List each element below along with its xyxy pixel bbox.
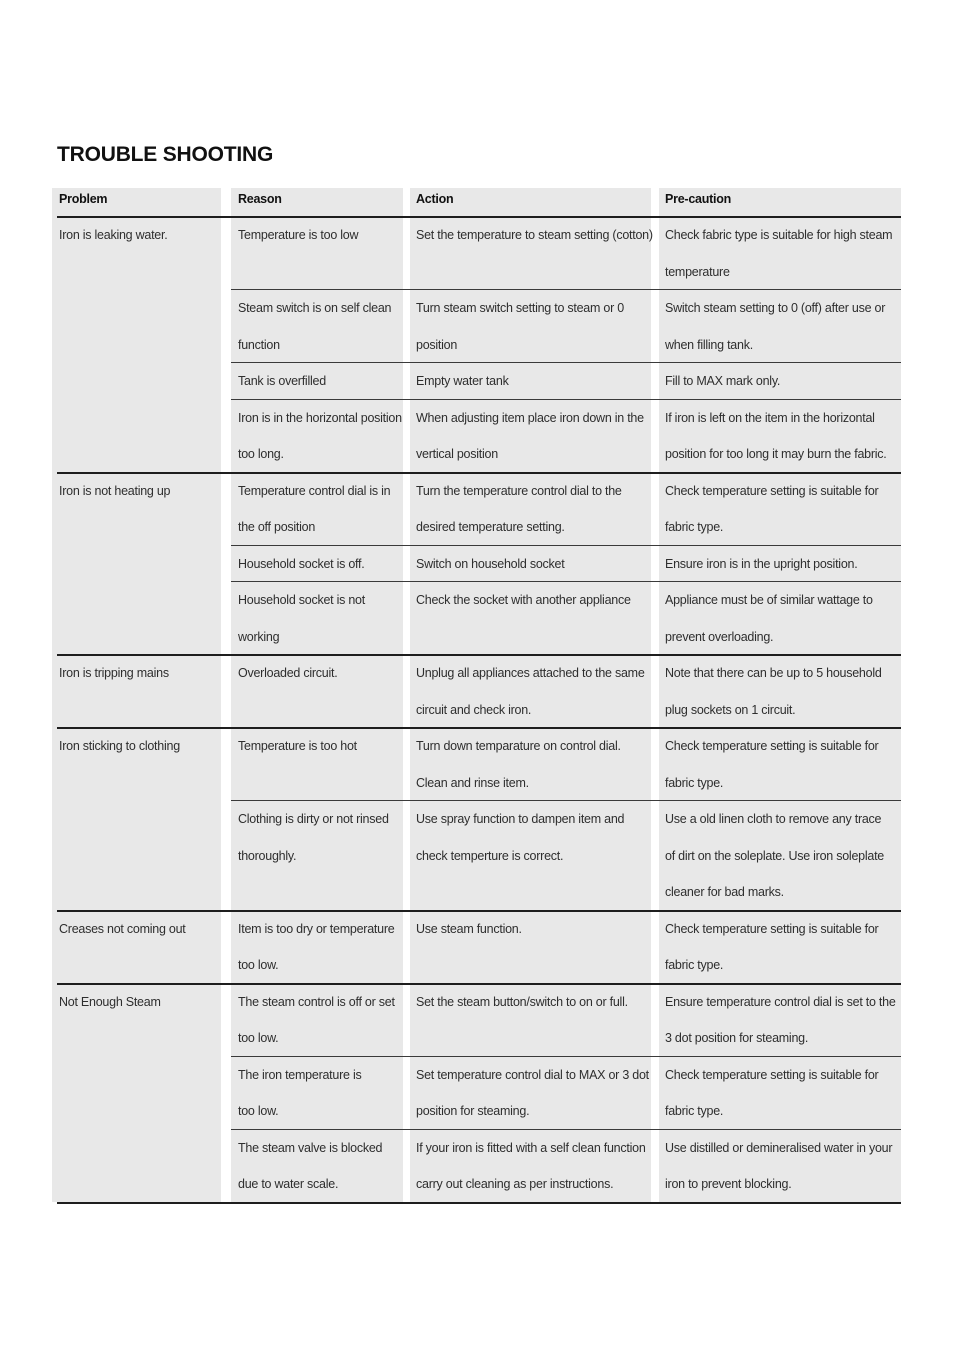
cell-line: Use distilled or demineralised water in your	[665, 1140, 893, 1155]
reason-cell	[238, 801, 389, 874]
cell-line: Check temperature setting is suitable for	[665, 1067, 879, 1082]
cell-line: when filling tank.	[665, 337, 753, 352]
header-action: Action	[416, 192, 454, 206]
cell-line: If your iron is fitted with a self clean function	[416, 1140, 646, 1155]
cell-line: Temperature control dial is in	[238, 483, 391, 498]
action-cell	[416, 217, 653, 254]
header-problem: Problem	[59, 192, 108, 206]
cell-line: position for steaming.	[416, 1104, 530, 1118]
reason-cell	[238, 473, 390, 546]
cell-line: The steam control is off or set	[238, 994, 395, 1009]
cell-line: Clean and rinse item.	[416, 775, 529, 790]
cell-line: If iron is left on the item in the horizontal	[665, 410, 875, 425]
precaution-cell	[665, 473, 878, 546]
cell-line: plug sockets on 1 circuit.	[665, 702, 796, 717]
action-cell	[416, 363, 509, 400]
cell-line: The steam valve is blocked	[238, 1140, 383, 1155]
precaution-cell	[665, 546, 857, 583]
reason-cell	[238, 363, 326, 400]
reason-cell	[238, 728, 357, 765]
cell-line: position	[416, 337, 458, 352]
cell-line: Turn steam switch setting to steam or 0	[416, 301, 624, 315]
reason-cell	[238, 984, 395, 1057]
cell-line: fabric type.	[665, 1104, 724, 1118]
header-precaution: Pre-caution	[665, 192, 732, 206]
cell-line: Overloaded circuit.	[238, 666, 338, 680]
header-reason: Reason	[238, 192, 282, 206]
precaution-cell	[665, 984, 896, 1057]
precaution-cell	[665, 1057, 878, 1130]
cell-line: circuit and check iron.	[416, 702, 532, 717]
action-cell	[416, 400, 644, 473]
precaution-cell	[665, 582, 873, 655]
cell-line: Turn the temperature control dial to the	[416, 483, 622, 498]
action-cell	[416, 984, 628, 1021]
cell-line: Note that there can be up to 5 household	[665, 666, 882, 680]
cell-line: Steam switch is on self clean	[238, 301, 392, 315]
action-cell	[416, 801, 624, 874]
cell-line: Appliance must be of similar wattage to	[665, 593, 873, 607]
cell-line: 3 dot position for steaming.	[665, 1031, 809, 1045]
cell-line: Turn down temparature on control dial.	[416, 739, 621, 753]
action-cell	[416, 1130, 646, 1203]
cell-line: Switch on household socket	[416, 556, 565, 571]
action-cell	[416, 582, 631, 619]
cell-line: of dirt on the soleplate. Use iron soleplate	[665, 848, 884, 863]
cell-line: Household socket is off.	[238, 556, 365, 571]
cell-line: Ensure iron is in the upright position.	[665, 556, 858, 571]
cell-line: Set the temperature to steam setting (cotton)	[416, 228, 653, 242]
cell-line: carry out cleaning as per instructions.	[416, 1177, 614, 1191]
problem-cell: Not Enough Steam	[59, 994, 161, 1009]
cell-line: cleaner for bad marks.	[665, 885, 784, 899]
cell-line: The iron temperature is	[238, 1067, 362, 1082]
cell-line: Use a old linen cloth to remove any trace	[665, 812, 882, 826]
cell-line: Check temperature setting is suitable for	[665, 921, 879, 936]
cell-line: vertical position	[416, 447, 498, 461]
action-cell	[416, 1057, 649, 1130]
page-title: TROUBLE SHOOTING	[57, 143, 274, 166]
cell-line: too low.	[238, 1031, 279, 1045]
precaution-cell	[665, 1130, 892, 1203]
cell-line: Tank is overfilled	[238, 374, 326, 388]
cell-line: Temperature is too hot	[238, 739, 357, 753]
cell-line: due to water scale.	[238, 1177, 339, 1191]
cell-line: Iron is in the horizontal position	[238, 410, 402, 425]
problem-cell: Iron is tripping mains	[59, 666, 169, 680]
reason-cell	[238, 582, 365, 655]
cell-line: Fill to MAX mark only.	[665, 374, 781, 388]
action-cell	[416, 911, 522, 948]
cell-line: fabric type.	[665, 958, 724, 972]
problem-cell: Iron is leaking water.	[59, 228, 168, 242]
cell-line: working	[238, 629, 280, 644]
cell-line: temperature	[665, 264, 730, 279]
cell-line: fabric type.	[665, 775, 724, 790]
precaution-cell	[665, 728, 878, 801]
row-rule	[231, 362, 901, 363]
cell-line: fabric type.	[665, 520, 724, 534]
precaution-cell	[665, 363, 780, 400]
cell-line: When adjusting item place iron down in the	[416, 410, 644, 425]
problem-cell: Iron is not heating up	[59, 483, 171, 498]
cell-line: check temperture is correct.	[416, 848, 564, 863]
reason-cell	[238, 911, 394, 984]
cell-line: Clothing is dirty or not rinsed	[238, 812, 389, 826]
precaution-cell	[665, 655, 882, 728]
reason-cell	[238, 400, 402, 473]
cell-line: Set temperature control dial to MAX or 3 dot	[416, 1067, 649, 1082]
cell-line: too long.	[238, 447, 284, 461]
action-cell	[416, 473, 622, 546]
action-cell	[416, 728, 621, 801]
cell-line: too low.	[238, 1104, 279, 1118]
cell-line: too low.	[238, 958, 279, 972]
precaution-cell	[665, 801, 884, 911]
cell-line: Household socket is not	[238, 593, 365, 607]
cell-line: Check temperature setting is suitable for	[665, 483, 879, 498]
problem-cell: Creases not coming out	[59, 921, 186, 936]
precaution-cell	[665, 400, 887, 473]
reason-cell	[238, 217, 358, 254]
cell-line: Use spray function to dampen item and	[416, 812, 625, 826]
action-cell	[416, 546, 564, 583]
action-cell	[416, 655, 645, 728]
precaution-cell	[665, 911, 878, 984]
cell-line: function	[238, 337, 280, 352]
reason-cell	[238, 655, 337, 692]
cell-line: Item is too dry or temperature	[238, 921, 395, 936]
problem-cell: Iron sticking to clothing	[59, 739, 180, 753]
cell-line: desired temperature setting.	[416, 520, 565, 534]
reason-cell	[238, 1057, 361, 1130]
precaution-cell	[665, 217, 892, 290]
cell-line: Temperature is too low	[238, 228, 359, 242]
reason-cell	[238, 290, 391, 363]
reason-cell	[238, 1130, 382, 1203]
cell-line: prevent overloading.	[665, 629, 774, 644]
cell-line: Check the socket with another appliance	[416, 593, 631, 607]
cell-line: Set the steam button/switch to on or full.	[416, 994, 628, 1009]
precaution-cell	[665, 290, 885, 363]
cell-line: thoroughly.	[238, 848, 297, 863]
cell-line: position for too long it may burn the fabric.	[665, 447, 887, 461]
column-problem-bg	[52, 188, 221, 1202]
cell-line: Ensure temperature control dial is set to the	[665, 994, 896, 1009]
reason-cell	[238, 546, 364, 583]
cell-line: Check temperature setting is suitable for	[665, 739, 879, 753]
action-cell	[416, 290, 624, 363]
cell-line: Check fabric type is suitable for high steam	[665, 228, 893, 242]
cell-line: Use steam function.	[416, 921, 522, 936]
cell-line: iron to prevent blocking.	[665, 1177, 792, 1191]
cell-line: Unplug all appliances attached to the same	[416, 666, 645, 680]
cell-line: the off position	[238, 520, 316, 534]
group-rule	[57, 1202, 901, 1204]
cell-line: Switch steam setting to 0 (off) after use or	[665, 301, 886, 315]
cell-line: Empty water tank	[416, 374, 509, 388]
